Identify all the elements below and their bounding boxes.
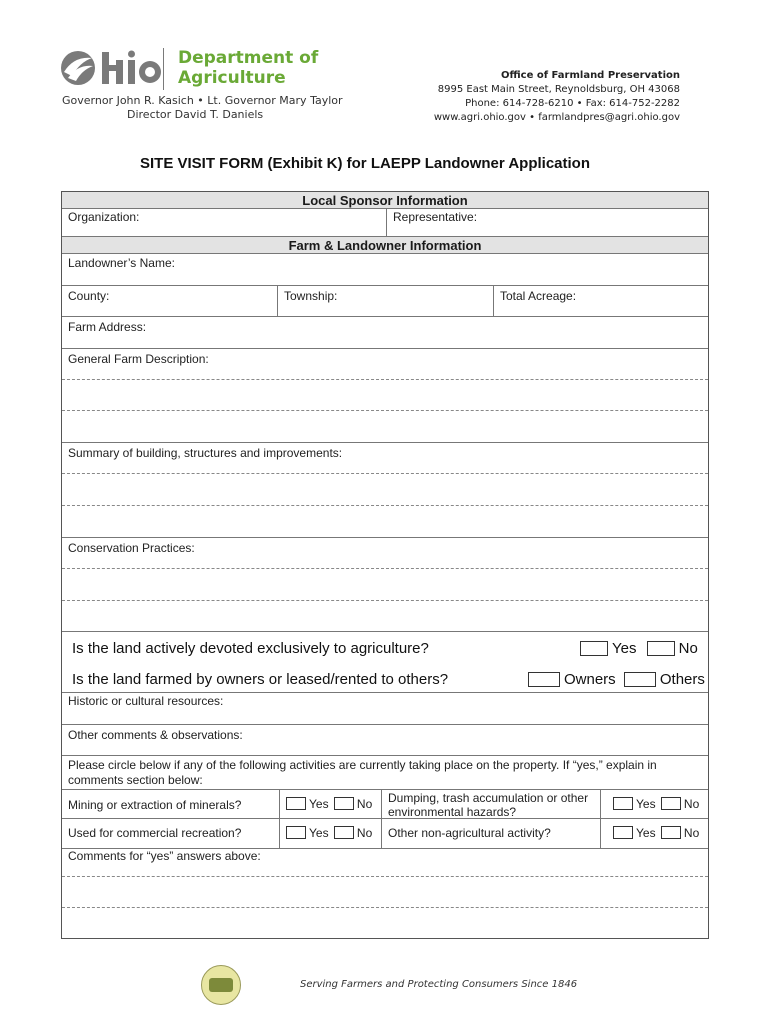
nonag-label: Other non-agricultural activity?	[381, 819, 600, 848]
description-line-3[interactable]	[62, 411, 708, 443]
dumping-yes-checkbox[interactable]	[613, 797, 633, 810]
agriculture-yes-label: Yes	[612, 640, 637, 657]
department-line-1: Department of	[178, 48, 319, 68]
department-name	[178, 48, 318, 88]
recreation-no-checkbox[interactable]	[334, 826, 354, 839]
dumping-no-checkbox[interactable]	[661, 797, 681, 810]
nonag-options	[600, 819, 708, 848]
landowner-label: Landowner’s Name:	[68, 256, 175, 270]
representative-label: Representative:	[393, 210, 478, 224]
recreation-no-label: No	[356, 826, 373, 840]
comments-label: Other comments & observations:	[68, 728, 243, 742]
organization-label: Organization:	[68, 210, 140, 224]
ohio-logo-icon	[58, 48, 162, 88]
buildings-line-2[interactable]	[62, 474, 708, 506]
governor-line: Governor John R. Kasich • Lt. Governor Mary Taylor	[62, 94, 343, 107]
organization-field[interactable]	[62, 209, 386, 236]
mining-options	[279, 790, 381, 818]
farmed-options	[522, 668, 708, 692]
description-line-2[interactable]	[62, 380, 708, 411]
nonag-yes-checkbox[interactable]	[613, 826, 633, 839]
dumping-yes-label: Yes	[636, 797, 656, 811]
recreation-label: Used for commercial recreation?	[68, 826, 242, 840]
office-title: Office of Farmland Preservation	[501, 70, 680, 81]
agriculture-options	[574, 637, 708, 663]
others-label: Others	[659, 671, 705, 688]
recreation-yes-label: Yes	[309, 826, 329, 840]
nonag-yes-label: Yes	[636, 826, 656, 840]
office-phone: Phone: 614-728-6210 • Fax: 614-752-2282	[465, 98, 680, 109]
dumping-label: Dumping, trash accumulation or other environmental hazards?	[381, 790, 600, 818]
county-field[interactable]	[62, 286, 277, 316]
acreage-label: Total Acreage:	[500, 289, 577, 303]
yes-comments-line-3[interactable]	[62, 908, 708, 938]
yes-comments-label: Comments for “yes” answers above:	[68, 849, 261, 863]
office-address: 8995 East Main Street, Reynoldsburg, OH 43068	[437, 84, 680, 95]
director-line: Director David T. Daniels	[127, 108, 264, 121]
activities-row-2	[62, 819, 708, 849]
county-label: County:	[68, 289, 110, 303]
mining-no-checkbox[interactable]	[334, 797, 354, 810]
dumping-no-label: No	[683, 797, 700, 811]
form-title: SITE VISIT FORM (Exhibit K) for LAEPP Landowner Application	[139, 155, 590, 172]
footer-tagline: Serving Farmers and Protecting Consumers Since 1846	[300, 979, 578, 990]
county-township-row	[62, 286, 708, 317]
office-contact-block	[434, 69, 680, 125]
township-field[interactable]	[277, 286, 493, 316]
farm-address-row[interactable]	[62, 317, 708, 349]
agriculture-question-row	[62, 632, 708, 663]
nonag-no-label: No	[683, 826, 700, 840]
buildings-row[interactable]	[62, 443, 708, 474]
activities-row-1	[62, 789, 708, 819]
conservation-line-2[interactable]	[62, 569, 708, 601]
agriculture-no-checkbox[interactable]	[647, 641, 675, 656]
site-visit-form	[61, 191, 709, 939]
agriculture-question: Is the land actively devoted exclusively to agriculture?	[72, 640, 429, 657]
historic-row[interactable]	[62, 693, 708, 725]
local-sponsor-heading: Local Sponsor Information	[62, 192, 708, 209]
farm-info-heading: Farm & Landowner Information	[62, 237, 708, 254]
buildings-line-3[interactable]	[62, 506, 708, 538]
dumping-options	[600, 790, 708, 818]
recreation-options	[279, 819, 381, 848]
buildings-label: Summary of building, structures and improvements:	[68, 446, 343, 460]
historic-label: Historic or cultural resources:	[68, 694, 224, 708]
farmed-question: Is the land farmed by owners or leased/rented to others?	[72, 671, 449, 688]
landowner-row[interactable]	[62, 254, 708, 286]
description-row[interactable]	[62, 349, 708, 380]
conservation-row[interactable]	[62, 538, 708, 569]
description-label: General Farm Description:	[68, 352, 209, 366]
activities-intro-row	[62, 756, 708, 789]
owners-checkbox[interactable]	[528, 672, 560, 687]
nonag-no-checkbox[interactable]	[661, 826, 681, 839]
mining-yes-label: Yes	[309, 797, 329, 811]
agriculture-yes-checkbox[interactable]	[580, 641, 608, 656]
department-line-2: Agriculture	[178, 68, 286, 88]
comments-row[interactable]	[62, 725, 708, 756]
farmed-question-row	[62, 663, 708, 693]
township-label: Township:	[284, 289, 338, 303]
mining-no-label: No	[356, 797, 373, 811]
conservation-line-3[interactable]	[62, 601, 708, 632]
yes-comments-line-2[interactable]	[62, 877, 708, 908]
recreation-yes-checkbox[interactable]	[286, 826, 306, 839]
office-web: www.agri.ohio.gov • farmlandpres@agri.ohio.gov	[433, 112, 680, 123]
mining-label: Mining or extraction of minerals?	[68, 798, 242, 812]
others-checkbox[interactable]	[624, 672, 656, 687]
representative-field[interactable]	[386, 209, 708, 236]
sponsor-row	[62, 209, 708, 237]
agriculture-seal-icon	[201, 965, 241, 1005]
yes-comments-row[interactable]	[62, 849, 708, 877]
conservation-label: Conservation Practices:	[68, 541, 195, 555]
acreage-field[interactable]	[493, 286, 708, 316]
activities-intro: Please circle below if any of the following activities are currently taking place on the property. If “yes,” explain in comments section below:	[68, 758, 657, 787]
mining-yes-checkbox[interactable]	[286, 797, 306, 810]
logo-divider	[163, 48, 164, 90]
owners-label: Owners	[564, 671, 616, 688]
farm-address-label: Farm Address:	[68, 320, 147, 334]
ohio-wordmark	[58, 48, 162, 98]
agriculture-no-label: No	[678, 640, 698, 657]
